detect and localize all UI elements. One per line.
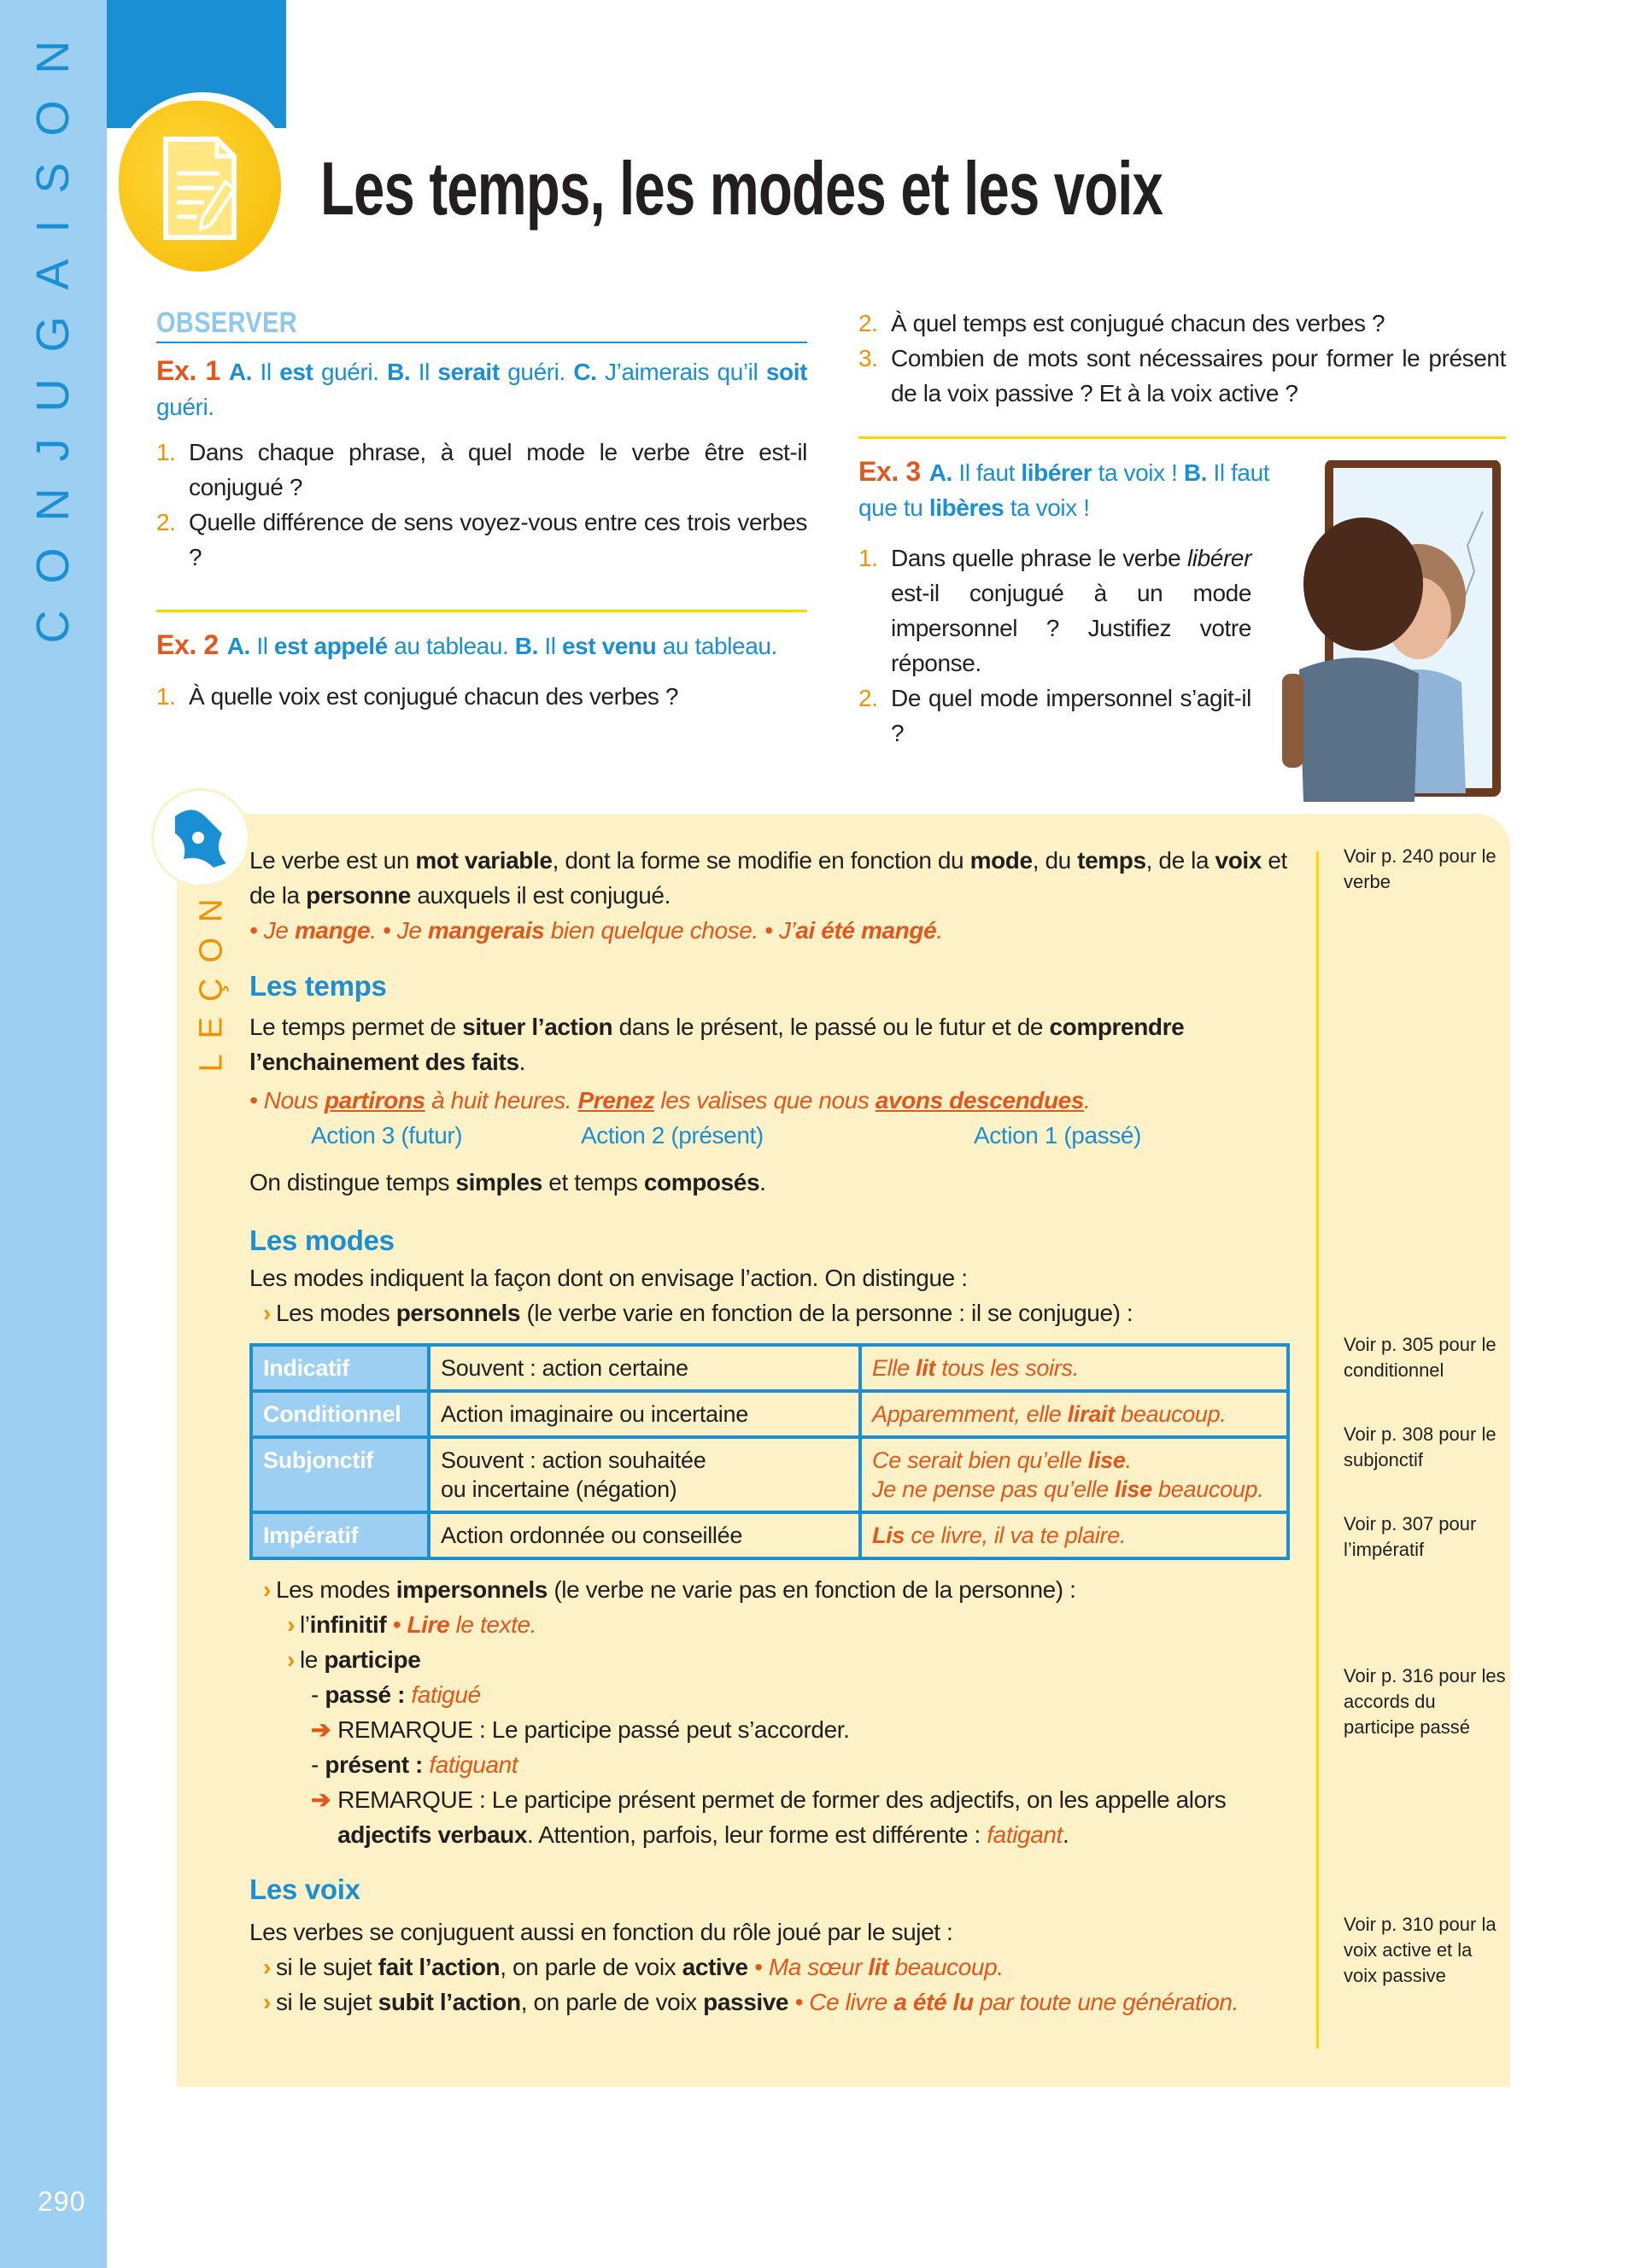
text-segment: REMARQUE : Le participe présent permet de former des adjectifs, on les appelle alors bbox=[337, 1786, 1227, 1813]
text-segment: mot variable bbox=[415, 847, 553, 874]
paragraph bbox=[249, 1914, 1300, 1949]
text-segment: • bbox=[386, 1611, 407, 1638]
text-segment: Lire bbox=[407, 1611, 450, 1638]
mode-description bbox=[429, 1437, 860, 1512]
question bbox=[156, 505, 807, 575]
mode-description bbox=[429, 1512, 860, 1558]
text-segment: libères bbox=[928, 494, 1004, 521]
text-segment: Combien de mots sont nécessaires pour former le présent de la voix passive ? Et à la voix active ? bbox=[891, 345, 1506, 406]
chapter-badge bbox=[111, 92, 295, 280]
lesson-voices bbox=[249, 1870, 1300, 2020]
rich-text bbox=[891, 341, 1506, 411]
modes-table bbox=[249, 1343, 1290, 1560]
text-segment: ce livre, il va te plaire. bbox=[905, 1523, 1127, 1548]
text-segment: Lis bbox=[872, 1523, 905, 1548]
text-segment: libérer bbox=[1021, 459, 1092, 486]
text-segment: lirait bbox=[1067, 1401, 1115, 1427]
text-segment: • Ce livre bbox=[788, 1989, 894, 2015]
text-segment: beaucoup. bbox=[1151, 1476, 1264, 1502]
chevron-icon: › bbox=[263, 1576, 271, 1603]
example bbox=[249, 913, 1300, 948]
exercise-label: Ex. 2 bbox=[156, 629, 219, 660]
text-segment: si le sujet bbox=[275, 1989, 378, 2015]
rich-text bbox=[891, 541, 1251, 681]
mirror-illustration bbox=[1269, 460, 1508, 806]
table-row bbox=[251, 1391, 1288, 1437]
lesson-label: LEÇON bbox=[193, 883, 230, 1073]
text-segment: par toute une génération. bbox=[973, 1989, 1239, 2015]
text-segment: Les modes indiquent la façon dont on envisage l’action. On distingue : bbox=[249, 1265, 968, 1291]
text-segment: Le verbe est un bbox=[249, 847, 416, 874]
text-segment: et de la bbox=[249, 847, 1287, 909]
mode-description bbox=[429, 1391, 860, 1437]
text-segment: ta voix ! bbox=[1092, 459, 1184, 486]
text-segment: au tableau. bbox=[387, 633, 515, 659]
text-segment: Il bbox=[410, 359, 438, 385]
text-segment: (le verbe varie en fonction de la personne : il se conjugue) : bbox=[520, 1300, 1133, 1326]
text-segment: l’ bbox=[299, 1611, 310, 1638]
description-line: Souvent : action souhaitée bbox=[441, 1447, 706, 1473]
description-line: ou incertaine (négation) bbox=[441, 1476, 677, 1502]
divider bbox=[156, 342, 807, 343]
text-segment: fatigué bbox=[411, 1681, 481, 1708]
description-line: Action imaginaire ou incertaine bbox=[441, 1401, 748, 1427]
text-segment: passive bbox=[703, 1989, 789, 2015]
exercise-label: Ex. 1 bbox=[156, 355, 220, 386]
text-segment: composés bbox=[643, 1169, 760, 1195]
list-item bbox=[249, 1747, 1300, 1782]
text-segment: guéri. bbox=[313, 359, 388, 385]
text-segment: guéri. bbox=[156, 394, 214, 420]
text-segment: Il bbox=[538, 633, 562, 659]
arrow-right-icon: ➔ bbox=[311, 1716, 331, 1743]
text-segment: , du bbox=[1032, 847, 1078, 874]
question-number: 1. bbox=[156, 439, 176, 465]
text-segment: auxquels il est conjugué. bbox=[410, 882, 671, 909]
question bbox=[858, 341, 1506, 411]
text-segment: B. bbox=[387, 359, 411, 385]
text-segment: De quel mode impersonnel s’agit-il ? bbox=[891, 685, 1251, 746]
rich-text bbox=[337, 1716, 849, 1743]
text-segment: Les modes bbox=[275, 1576, 396, 1603]
rich-text bbox=[276, 1984, 1239, 2020]
text-segment: lise bbox=[1087, 1447, 1126, 1473]
chevron-icon: › bbox=[263, 1954, 271, 1980]
text-segment: , dont la forme se modifie en fonction du bbox=[552, 847, 970, 874]
text-segment: beaucoup. bbox=[1114, 1401, 1227, 1427]
table-row bbox=[251, 1345, 1288, 1391]
text-segment: si le sujet bbox=[275, 1954, 378, 1980]
text-segment: voix bbox=[1215, 847, 1262, 874]
text-segment: fait l’action bbox=[378, 1954, 501, 1980]
text-segment: lise bbox=[1115, 1476, 1152, 1502]
observer-left-column bbox=[156, 306, 807, 341]
text-segment: a été lu bbox=[893, 1989, 974, 2015]
lesson-modes bbox=[249, 1221, 1300, 1852]
exercise-2-continued bbox=[858, 306, 1506, 411]
text-segment: beaucoup. bbox=[888, 1954, 1004, 1980]
text-segment: J’aimerais qu’il bbox=[596, 359, 766, 385]
text-segment: au tableau. bbox=[656, 633, 777, 659]
text-segment: infinitif bbox=[309, 1611, 387, 1638]
question-number: 1. bbox=[858, 545, 878, 571]
action-label: Action 2 (présent) bbox=[581, 1122, 764, 1149]
text-segment: Il bbox=[249, 633, 274, 659]
text-segment: Il faut bbox=[952, 459, 1022, 486]
text-segment: Je ne pense pas qu’elle bbox=[872, 1476, 1116, 1502]
rich-text bbox=[891, 306, 1385, 341]
text-segment: Les modes bbox=[275, 1300, 396, 1326]
rich-text bbox=[872, 1521, 1276, 1550]
text-segment: active bbox=[682, 1954, 748, 1980]
rich-text bbox=[276, 1949, 1004, 1984]
text-segment: On distingue temps bbox=[249, 1169, 456, 1195]
mode-name: Subjonctif bbox=[251, 1437, 429, 1512]
text-segment: Les verbes se conjuguent aussi en fonction du rôle joué par le sujet : bbox=[249, 1919, 953, 1945]
text-segment: REMARQUE : Le participe passé peut s’accorder. bbox=[337, 1716, 850, 1743]
text-segment: A. bbox=[928, 459, 952, 486]
text-segment: situer l’action bbox=[462, 1014, 613, 1040]
text-segment: mangerais bbox=[427, 917, 545, 944]
rich-text bbox=[872, 1353, 1276, 1382]
rich-text bbox=[189, 505, 807, 575]
heading-les-modes: Les modes bbox=[249, 1225, 395, 1256]
text-segment: dans le présent, le passé ou le futur et de bbox=[612, 1014, 1050, 1040]
text-segment: le bbox=[299, 1646, 325, 1673]
text-segment: comprendre l’enchainement des faits bbox=[249, 1014, 1185, 1075]
text-segment: tous les soirs. bbox=[935, 1355, 1079, 1381]
rich-text bbox=[156, 359, 807, 420]
text-segment: À quelle voix est conjugué chacun des verbes ? bbox=[189, 683, 679, 710]
side-note: Voir p. 307 pour l’impératif bbox=[1344, 1513, 1477, 1560]
text-segment: - bbox=[311, 1681, 325, 1708]
chevron-icon: › bbox=[287, 1611, 295, 1638]
text-segment: serait bbox=[437, 359, 500, 385]
rich-text bbox=[300, 1646, 420, 1673]
text-segment: . bbox=[518, 1049, 526, 1075]
table-row bbox=[251, 1437, 1288, 1512]
text-segment: Quelle différence de sens voyez-vous entre ces trois verbes ? bbox=[189, 509, 807, 570]
text-segment: lit bbox=[916, 1355, 936, 1381]
side-note: Voir p. 240 pour le verbe bbox=[1344, 845, 1496, 892]
arrow-right-icon: ➔ bbox=[311, 1786, 331, 1813]
question-number: 2. bbox=[156, 509, 176, 535]
divider bbox=[858, 436, 1506, 439]
text-segment: À quel temps est conjugué chacun des verbes ? bbox=[891, 310, 1385, 336]
text-segment: ta voix ! bbox=[1004, 494, 1090, 521]
text-segment: • Ma sœur bbox=[747, 1954, 869, 1980]
text-segment: . bbox=[1062, 1821, 1069, 1848]
question bbox=[858, 541, 1251, 681]
text-segment: , de la bbox=[1145, 847, 1215, 874]
text-segment: . bbox=[1084, 1087, 1091, 1114]
text-segment: Dans chaque phrase, à quel mode le verbe être est-il conjugué ? bbox=[189, 439, 807, 500]
mode-example bbox=[860, 1512, 1288, 1558]
chevron-icon: › bbox=[263, 1300, 271, 1326]
text-segment: et temps bbox=[542, 1169, 644, 1195]
text-segment: est appelé bbox=[273, 633, 388, 659]
list-item bbox=[249, 1677, 1300, 1712]
mode-description bbox=[429, 1345, 860, 1391]
text-segment: . • Je bbox=[370, 917, 428, 944]
rich-text bbox=[276, 1576, 1076, 1603]
text-segment: Il faut que tu bbox=[858, 459, 1270, 521]
text-segment: participe bbox=[324, 1646, 421, 1673]
text-segment: personne bbox=[306, 882, 411, 909]
text-segment: mode bbox=[969, 847, 1033, 874]
text-segment: est venu bbox=[561, 633, 657, 659]
example bbox=[249, 1083, 1300, 1118]
text-segment: simples bbox=[455, 1169, 542, 1195]
question-number: 1. bbox=[156, 683, 176, 710]
text-segment: impersonnels bbox=[395, 1576, 548, 1603]
description-line: Action ordonnée ou conseillée bbox=[441, 1523, 743, 1548]
chevron-icon: › bbox=[263, 1989, 271, 2015]
text-segment: mange bbox=[294, 917, 371, 944]
question-number: 3. bbox=[858, 345, 878, 371]
paragraph bbox=[249, 1165, 1300, 1200]
question bbox=[156, 435, 807, 505]
text-segment: A. bbox=[226, 633, 250, 659]
text-segment: adjectifs verbaux bbox=[337, 1821, 528, 1848]
exercise-2 bbox=[156, 628, 807, 714]
text-segment: à huit heures. bbox=[425, 1087, 578, 1114]
side-note: Voir p. 310 pour la voix active et la voix passive bbox=[1344, 1914, 1496, 1986]
text-segment: subit l’action bbox=[378, 1989, 521, 2015]
chevron-icon: › bbox=[287, 1646, 295, 1673]
question-number: 2. bbox=[858, 685, 878, 711]
text-segment: bien quelque chose. • J’ bbox=[544, 917, 796, 944]
observer-heading: OBSERVER bbox=[156, 307, 298, 339]
side-note: Voir p. 316 pour les accords du participe passé bbox=[1344, 1665, 1506, 1738]
text-segment: Dans quelle phrase le verbe bbox=[891, 545, 1187, 571]
text-segment: guéri. bbox=[499, 359, 574, 385]
fountain-pen-icon bbox=[154, 791, 248, 885]
text-segment: B. bbox=[1183, 459, 1208, 486]
text-segment: fatiguant bbox=[429, 1751, 518, 1778]
page-title: Les temps, les modes et les voix bbox=[320, 146, 1163, 231]
exercise-label: Ex. 3 bbox=[858, 456, 921, 487]
text-segment: passé : bbox=[325, 1681, 406, 1708]
text-segment: le texte. bbox=[449, 1611, 537, 1638]
text-segment: présent : bbox=[325, 1751, 423, 1778]
text-segment: lit bbox=[868, 1954, 889, 1980]
action-label: Action 3 (futur) bbox=[311, 1122, 463, 1149]
text-segment: B. bbox=[514, 633, 538, 659]
side-note: Voir p. 308 pour le subjonctif bbox=[1344, 1423, 1496, 1470]
text-segment: . bbox=[759, 1169, 766, 1195]
description-line: Souvent : action certaine bbox=[441, 1355, 688, 1381]
lesson-icon bbox=[154, 791, 248, 885]
text-segment: les valises que nous bbox=[653, 1087, 876, 1114]
text-segment: est-il conjugué à un mode impersonnel ? Justifiez votre réponse. bbox=[891, 580, 1251, 676]
exercise-3 bbox=[858, 454, 1303, 751]
section-label: CONJUGAISON bbox=[27, 14, 79, 644]
text-segment: - bbox=[311, 1751, 325, 1778]
table-row bbox=[251, 1512, 1288, 1558]
mode-name: Indicatif bbox=[251, 1345, 429, 1391]
text-segment: (le verbe ne varie pas en fonction de la personne) : bbox=[547, 1576, 1076, 1603]
rich-text bbox=[189, 679, 678, 714]
rich-text bbox=[276, 1300, 1133, 1326]
text-segment: • Je bbox=[249, 917, 295, 944]
paragraph bbox=[249, 1009, 1300, 1079]
rich-text bbox=[189, 435, 807, 505]
rich-text bbox=[227, 633, 777, 659]
rich-text bbox=[891, 681, 1251, 751]
rich-text bbox=[300, 1611, 536, 1638]
question-number: 2. bbox=[858, 310, 878, 336]
text-segment: C. bbox=[573, 359, 597, 385]
text-segment: partirons bbox=[324, 1087, 425, 1114]
mode-name: Impératif bbox=[251, 1512, 429, 1558]
text-segment: . bbox=[1125, 1447, 1132, 1473]
text-segment: Ce serait bien qu’elle bbox=[872, 1447, 1088, 1473]
text-segment: temps bbox=[1077, 847, 1146, 874]
text-segment: ai été mangé bbox=[795, 917, 937, 944]
rich-text bbox=[872, 1446, 1276, 1475]
text-segment: , on parle de voix bbox=[520, 1989, 704, 2015]
mode-example bbox=[860, 1345, 1288, 1391]
heading-les-voix: Les voix bbox=[249, 1873, 360, 1905]
heading-les-temps: Les temps bbox=[249, 970, 387, 1002]
text-segment: avons descendues bbox=[875, 1087, 1085, 1114]
action-label: Action 1 (passé) bbox=[974, 1122, 1141, 1149]
divider bbox=[156, 610, 807, 612]
text-segment: personnels bbox=[395, 1300, 521, 1326]
mode-name: Conditionnel bbox=[251, 1391, 429, 1437]
question bbox=[858, 681, 1251, 751]
margin-rule bbox=[1316, 851, 1319, 2049]
question bbox=[156, 679, 807, 714]
text-segment: libérer bbox=[1186, 545, 1251, 571]
rich-text bbox=[337, 1782, 1300, 1852]
rich-text bbox=[872, 1400, 1276, 1429]
text-segment: fatigant bbox=[987, 1821, 1063, 1848]
text-segment: Apparemment, elle bbox=[872, 1401, 1068, 1427]
text-segment: Prenez bbox=[577, 1087, 654, 1114]
lesson-intro-and-tenses bbox=[249, 843, 1300, 1200]
action-labels bbox=[249, 1118, 1300, 1153]
side-note: Voir p. 305 pour le conditionnel bbox=[1344, 1334, 1496, 1381]
text-segment: • Nous bbox=[249, 1087, 325, 1114]
text-segment: est bbox=[279, 359, 313, 385]
text-segment: soit bbox=[765, 359, 807, 385]
rich-text bbox=[872, 1475, 1276, 1504]
question bbox=[858, 306, 1506, 341]
text-segment: . bbox=[936, 917, 943, 944]
text-segment: Elle bbox=[872, 1355, 917, 1381]
text-segment: . Attention, parfois, leur forme est différente : bbox=[527, 1821, 987, 1848]
text-segment: Le temps permet de bbox=[249, 1014, 463, 1040]
document-pencil-icon bbox=[119, 101, 281, 272]
text-segment: Il bbox=[252, 359, 280, 385]
text-segment: A. bbox=[228, 359, 253, 385]
text-segment: , on parle de voix bbox=[500, 1954, 682, 1980]
page-number: 290 bbox=[38, 2186, 86, 2217]
mode-example bbox=[860, 1437, 1288, 1512]
paragraph bbox=[249, 843, 1300, 913]
exercise-1 bbox=[156, 354, 807, 575]
mode-example bbox=[860, 1391, 1288, 1437]
paragraph bbox=[249, 1260, 1300, 1295]
